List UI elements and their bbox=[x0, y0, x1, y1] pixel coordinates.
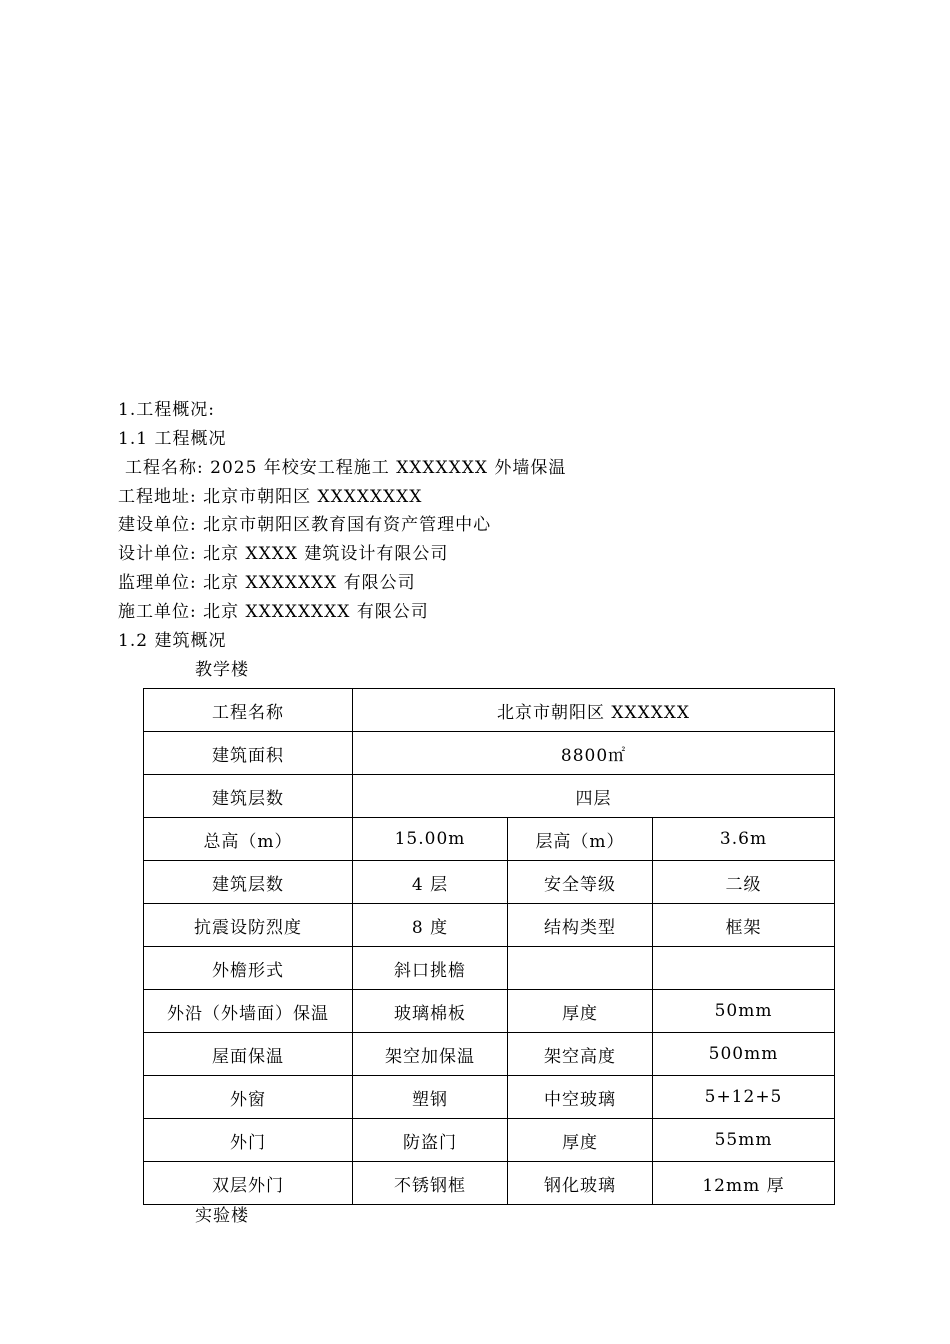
table-row bbox=[144, 1076, 835, 1119]
table-cell-value: 5+12+5 bbox=[653, 1076, 835, 1119]
table-row bbox=[144, 990, 835, 1033]
table-cell-label: 外窗 bbox=[144, 1076, 353, 1119]
section-1-2-heading: 1.2 建筑概况 bbox=[118, 631, 227, 651]
section-1-heading: 1.工程概况: bbox=[118, 400, 215, 420]
table-cell-value: 二级 bbox=[653, 861, 835, 904]
table-row bbox=[144, 1119, 835, 1162]
table-cell-label: 外门 bbox=[144, 1119, 353, 1162]
table-cell-value bbox=[653, 947, 835, 990]
table-row bbox=[144, 1162, 835, 1205]
table-cell-label: 安全等级 bbox=[508, 861, 653, 904]
table-cell-value: 500mm bbox=[653, 1033, 835, 1076]
table-cell-value: 55mm bbox=[653, 1119, 835, 1162]
table-cell-label: 双层外门 bbox=[144, 1162, 353, 1205]
table-cell-value: 15.00m bbox=[353, 818, 508, 861]
table-cell-label: 厚度 bbox=[508, 990, 653, 1033]
table-cell-value: 北京市朝阳区 XXXXXX bbox=[353, 689, 835, 732]
table-cell-label: 中空玻璃 bbox=[508, 1076, 653, 1119]
section-1-1-heading: 1.1 工程概况 bbox=[118, 429, 227, 449]
table-cell-value: 塑钢 bbox=[353, 1076, 508, 1119]
table-cell-value: 3.6m bbox=[653, 818, 835, 861]
table-cell-value: 架空加保温 bbox=[353, 1033, 508, 1076]
table-cell-label: 工程名称 bbox=[144, 689, 353, 732]
building-label-lab: 实验楼 bbox=[195, 1206, 249, 1226]
building-label-teaching: 教学楼 bbox=[195, 660, 249, 680]
table-cell-label: 总高（m） bbox=[144, 818, 353, 861]
owner-line: 建设单位: 北京市朝阳区教育国有资产管理中心 bbox=[118, 515, 492, 535]
project-address-line: 工程地址: 北京市朝阳区 XXXXXXXX bbox=[118, 487, 423, 507]
supervisor-line: 监理单位: 北京 XXXXXXX 有限公司 bbox=[118, 573, 416, 593]
table-row bbox=[144, 861, 835, 904]
table-cell-label: 架空高度 bbox=[508, 1033, 653, 1076]
table-cell-value: 12mm 厚 bbox=[653, 1162, 835, 1205]
table-row bbox=[144, 947, 835, 990]
table-cell-value: 斜口挑檐 bbox=[353, 947, 508, 990]
table-row bbox=[144, 689, 835, 732]
table-row bbox=[144, 775, 835, 818]
table-cell-label: 建筑面积 bbox=[144, 732, 353, 775]
table-cell-value: 框架 bbox=[653, 904, 835, 947]
table-cell-label: 结构类型 bbox=[508, 904, 653, 947]
building-info-table bbox=[143, 688, 835, 1205]
table-row bbox=[144, 904, 835, 947]
table-cell-label: 建筑层数 bbox=[144, 861, 353, 904]
table-cell-value: 防盗门 bbox=[353, 1119, 508, 1162]
table-cell-label: 抗震设防烈度 bbox=[144, 904, 353, 947]
table-cell-value: 8 度 bbox=[353, 904, 508, 947]
contractor-line: 施工单位: 北京 XXXXXXXX 有限公司 bbox=[118, 602, 429, 622]
table-cell-value: 50mm bbox=[653, 990, 835, 1033]
designer-line: 设计单位: 北京 XXXX 建筑设计有限公司 bbox=[118, 544, 449, 564]
table-cell-label: 建筑层数 bbox=[144, 775, 353, 818]
table-row bbox=[144, 818, 835, 861]
table-cell-value: 4 层 bbox=[353, 861, 508, 904]
table-cell-label: 屋面保温 bbox=[144, 1033, 353, 1076]
table-cell-value: 8800㎡ bbox=[353, 732, 835, 775]
table-row bbox=[144, 1033, 835, 1076]
table-cell-value: 玻璃棉板 bbox=[353, 990, 508, 1033]
table-row bbox=[144, 732, 835, 775]
table-cell-label: 外沿（外墙面）保温 bbox=[144, 990, 353, 1033]
table-cell-label: 层高（m） bbox=[508, 818, 653, 861]
table-cell-label: 外檐形式 bbox=[144, 947, 353, 990]
table-cell-value: 四层 bbox=[353, 775, 835, 818]
table-cell-label: 钢化玻璃 bbox=[508, 1162, 653, 1205]
project-name-line: 工程名称: 2025 年校安工程施工 XXXXXXX 外墙保温 bbox=[125, 458, 567, 478]
table-cell-label bbox=[508, 947, 653, 990]
table-cell-value: 不锈钢框 bbox=[353, 1162, 508, 1205]
table-cell-label: 厚度 bbox=[508, 1119, 653, 1162]
